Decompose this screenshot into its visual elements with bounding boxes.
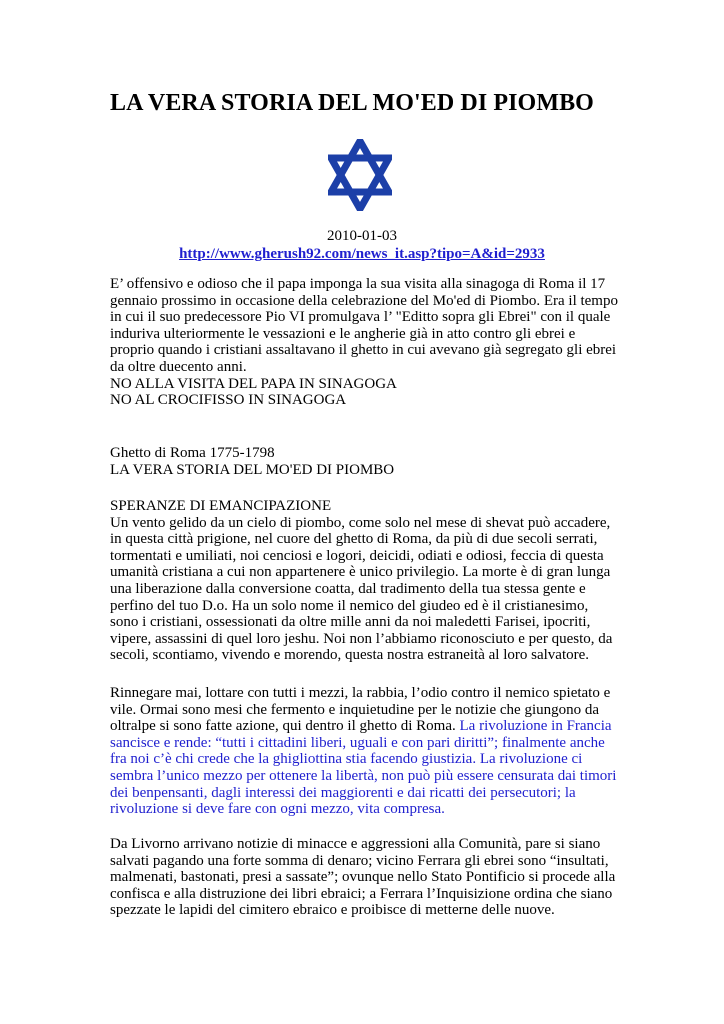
document-title: LA VERA STORIA DEL MO'ED DI PIOMBO	[110, 90, 594, 116]
subtitle-block	[110, 445, 620, 478]
paragraph-2	[110, 685, 620, 818]
subtitle-ghetto: Ghetto di Roma 1775-1798	[110, 445, 275, 461]
paragraph-2-highlight: La rivoluzione in Francia sancisce e rende: “tutti i cittadini liberi, uguali e con pari diritti”; finalmente anche fra noi c’è chi crede che la ghigliottina stia facendo giustizia. La rivoluzione ci sembra l’unico mezzo per ottenere la libertà, non può più essere censurata dai timori dei benpensanti, dagli interessi dei maggiorenti e dai ricatti dei persecutori; la rivoluzione si deve fare con ogni mezzo, vita compresa.	[110, 718, 617, 818]
subtitle-story: LA VERA STORIA DEL MO'ED DI PIOMBO	[110, 461, 395, 478]
section-heading: SPERANZE DI EMANCIPAZIONE	[110, 498, 332, 514]
star-of-david-icon	[328, 139, 392, 211]
publication-date: 2010-01-03	[327, 228, 397, 244]
paragraph-2-block	[110, 685, 620, 818]
slogan-line-2: NO AL CROCIFISSO IN SINAGOGA	[110, 392, 347, 409]
source-link[interactable]: http://www.gherush92.com/news_it.asp?tipo=A&id=2933	[179, 246, 545, 262]
paragraph-3-block	[110, 836, 620, 919]
paragraph-3: Da Livorno arrivano notizie di minacce e aggressioni alla Comunità, pare si siano salvati pagando una forte somma di denaro; vicino Ferrara gli ebrei sono “insultati, malmenati, bastonati, presi a sassate”; ovunque nello Stato Pontificio si procede alla confisca e alla distruzione dei libri ebraici; a Ferrara l’Inquisizione ordina che siano spezzate le lapidi del cimitero ebraico e proibisce di metterne delle nuove.	[110, 836, 616, 919]
section-emancipation	[110, 498, 620, 664]
paragraph-2-text: Rinnegare mai, lottare con tutti i mezzi, la rabbia, l’odio contro il nemico spietato e vile. Ormai sono mesi che fermento e inquietudine per le notizie che giungono da oltralpe si sono fatte azione, qui dentro il ghetto di Roma.	[110, 685, 611, 735]
intro-paragraph: E’ offensivo e odioso che il papa imponga la sua visita alla sinagoga di Roma il 17 gennaio prossimo in occasione della celebrazione del Mo'ed di Piombo. Era il tempo in cui il suo predecessore Pio VI promulgava l’ "Editto sopra gli Ebrei" con il quale induriva ulteriormente le vessazioni e le angherie già in atto contro gli ebrei e proprio quando i cristiani assaltavano il ghetto in cui avevano già segregato gli ebrei da oltre duecento anni.	[110, 276, 618, 375]
paragraph-1: Un vento gelido da un cielo di piombo, come solo nel mese di shevat può accadere, in questa città prigione, nel cuore del ghetto di Roma, da più di due secoli serrati, tormentati e umiliati, noi cenciosi e logori, deicidi, odiati e odiosi, feccia di questa umanità cristiana a cui non appartenere è unico privilegio. La morte è di gran lunga una liberazione dalla conversione coatta, dal tradimento della tua stessa gente e perfino del tuo D.o. Ha un solo nome il nemico del giudeo ed è il cristianesimo, sono i cristiani, ossessionati da oltre mille anni da noi maledetti Farisei, ipocriti, vipere, assassini di quel loro jeshu. Noi non l’abbiamo riconosciuto e per questo, da secoli, scontiamo, vivendo e morendo, questa nostra estraneità al loro salvatore.	[110, 514, 613, 664]
slogan-line-1: NO ALLA VISITA DEL PAPA IN SINAGOGA	[110, 375, 397, 392]
intro-block	[110, 276, 620, 409]
